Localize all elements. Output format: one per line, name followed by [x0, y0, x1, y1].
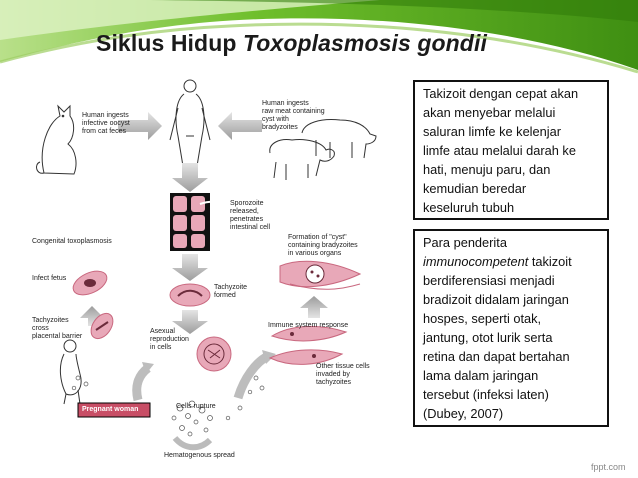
textbox2-line	[423, 252, 603, 271]
pregnant-woman-icon	[60, 340, 81, 404]
label-hematogenous: Hematogenous spread	[164, 452, 235, 459]
intestinal-cells-icon	[170, 193, 226, 251]
label-tachyzoite-formed: Tachyzoite formed	[214, 284, 248, 299]
label-other-tissue: Other tissue cells invaded by tachyzoites	[316, 363, 370, 386]
title-italic-species: Toxoplasmosis gondii	[242, 30, 487, 56]
textbox1-line: akan menyebar melalui	[423, 105, 556, 120]
label-cells-rupture: Cells rupture	[176, 403, 216, 410]
cat-icon	[37, 106, 76, 174]
textbox1-line: saluran limfe ke kelenjar	[423, 124, 561, 139]
label-congenital: Congenital toxoplasmosis	[32, 238, 112, 245]
textbox2-line: bradizoit didalam jaringan	[423, 292, 569, 307]
label-infect-fetus: Infect fetus	[32, 275, 67, 282]
label-cat-caption: Human ingests infective oocyst from cat feces	[82, 112, 130, 135]
label-cyst-formation: Formation of "cyst" containing bradyzoites in various organs	[288, 234, 358, 257]
sheep-icon	[270, 139, 335, 180]
textbox2-line: hospes, seperti otak,	[423, 311, 542, 326]
tachyzoite-spread-textbox	[413, 80, 609, 220]
textbox2-line: lama dalam jaringan	[423, 368, 539, 383]
page-title	[96, 30, 487, 57]
label-meat-caption: Human ingests raw meat containing cyst with bradyzoites	[262, 100, 325, 131]
arrow-up-cyst	[300, 296, 328, 318]
textbox1-line: hati, menuju paru, dan	[423, 162, 551, 177]
arrow-down-intestine	[172, 163, 208, 192]
arrow-curve-right	[238, 356, 268, 398]
tachyzoite-cell-icon	[170, 284, 210, 306]
bradyzoite-latency-textbox	[413, 229, 609, 427]
textbox2-line: Para penderita	[423, 235, 507, 250]
textbox1-line: keseluruh tubuh	[423, 200, 515, 215]
textbox2-line-rest: takizoit	[528, 254, 572, 269]
textbox1-line: Takizoit dengan cepat akan	[423, 86, 579, 101]
label-tachyzoites-cross: Tachyzoites cross placental barrier	[32, 317, 83, 340]
toxoplasma-lifecycle-diagram	[30, 78, 390, 463]
label-sporozoite: Sporozoite released, penetrates intestinal cell	[230, 200, 271, 231]
cyst-muscle-icon	[280, 261, 360, 289]
title-prefix: Siklus Hidup	[96, 30, 243, 56]
arrow-meat-to-human	[218, 112, 262, 140]
textbox2-line: (Dubey, 2007)	[423, 406, 504, 421]
arrow-down-tachyzoite	[172, 254, 208, 281]
other-tissue-cells-icon	[270, 326, 346, 364]
infected-fetus-cell-icon	[69, 266, 110, 299]
label-asexual: Asexual reproduction in cells	[150, 328, 189, 351]
textbox1-line: kemudian beredar	[423, 181, 527, 196]
immunocompetent-term: immunocompetent	[423, 254, 529, 269]
textbox2-line: jantung, otot lurik serta	[423, 330, 553, 345]
asexual-reproduction-icon	[197, 337, 231, 371]
watermark-fppt: fppt.com	[591, 462, 626, 472]
textbox2-line: tersebut (infeksi laten)	[423, 387, 549, 402]
textbox1-line: limfe atau melalui darah ke	[423, 143, 576, 158]
label-pregnant-woman: Pregnant woman	[82, 406, 139, 413]
textbox2-line: retina dan dapat bertahan	[423, 349, 570, 364]
textbox2-line: berdiferensiasi menjadi	[423, 273, 555, 288]
label-immune: Immune system response	[268, 322, 349, 329]
